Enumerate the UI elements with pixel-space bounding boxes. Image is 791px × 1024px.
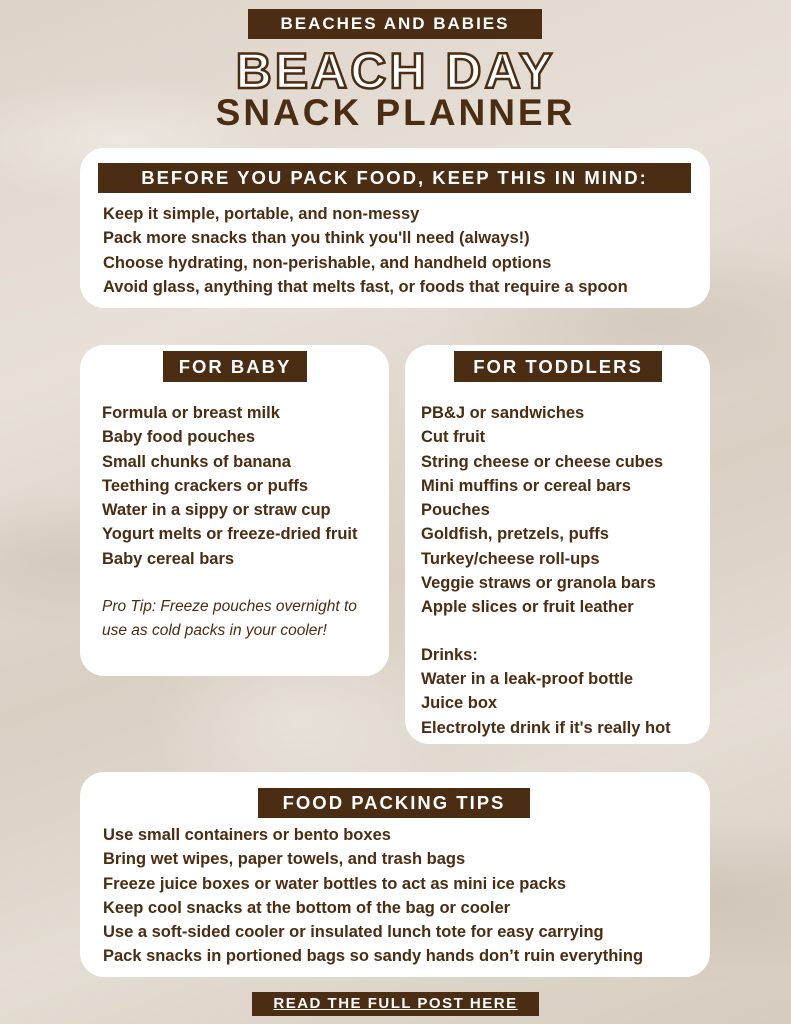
for-toddlers-list — [421, 401, 663, 620]
list-item: String cheese or cheese cubes — [421, 452, 664, 471]
list-item: Electrolyte drink if it's really hot — [421, 718, 671, 737]
list-item: Formula or breast milk — [102, 404, 280, 422]
list-item: Water in a leak-proof bottle — [421, 670, 634, 688]
list-item: Baby food pouches — [102, 428, 256, 447]
list-item: Use a soft-sided cooler or insulated lunch tote for easy carrying — [103, 923, 604, 942]
list-item: Pack more snacks than you think you'll need (always!) — [103, 229, 530, 248]
list-item: Small chunks of banana — [102, 452, 291, 471]
food-packing-tips-heading: FOOD PACKING TIPS — [258, 788, 530, 818]
list-item: Mini muffins or cereal bars — [421, 476, 631, 495]
for-baby-heading: FOR BABY — [163, 351, 307, 382]
list-item: Goldfish, pretzels, puffs — [421, 525, 609, 544]
list-item: Use small containers or bento boxes — [103, 826, 391, 844]
list-item: Avoid glass, anything that melts fast, or foods that require a spoon — [103, 277, 628, 296]
list-item: Keep it simple, portable, and non-messy — [103, 205, 420, 223]
brand-label: BEACHES AND BABIES — [248, 9, 542, 39]
food-packing-tips-card — [80, 772, 710, 977]
list-item: Yogurt melts or freeze-dried fruit — [102, 525, 358, 544]
keep-in-mind-card — [80, 148, 710, 308]
list-item: Juice box — [421, 694, 498, 713]
drinks-list — [421, 667, 671, 740]
keep-in-mind-list — [103, 202, 628, 299]
list-item: Freeze juice boxes or water bottles to act as mini ice packs — [103, 874, 567, 893]
list-item: Bring wet wipes, paper towels, and trash bags — [103, 850, 466, 869]
list-item: Turkey/cheese roll-ups — [421, 549, 600, 568]
for-baby-list — [102, 401, 357, 571]
list-item: Pack snacks in portioned bags so sandy hands don’t ruin everything — [103, 947, 644, 966]
drinks-heading: Drinks: — [421, 646, 478, 664]
list-item: Cut fruit — [421, 428, 486, 447]
list-item: Teething crackers or puffs — [102, 476, 309, 495]
list-item: Apple slices or fruit leather — [421, 598, 634, 617]
list-item: Veggie straws or granola bars — [421, 574, 656, 593]
list-item: Pouches — [421, 501, 490, 520]
list-item: Water in a sippy or straw cup — [102, 501, 331, 520]
for-baby-card — [80, 345, 389, 676]
title-snack-planner: SNACK PLANNER — [215, 92, 576, 133]
for-toddlers-card — [405, 345, 710, 744]
for-toddlers-heading: FOR TODDLERS — [454, 351, 662, 382]
keep-in-mind-heading: BEFORE YOU PACK FOOD, KEEP THIS IN MIND: — [98, 163, 691, 193]
list-item: Choose hydrating, non-perishable, and handheld options — [103, 253, 552, 272]
read-full-post-link[interactable]: READ THE FULL POST HERE — [252, 992, 539, 1016]
pro-tip: Pro Tip: Freeze pouches overnight to use as cold packs in your cooler! — [102, 598, 357, 640]
list-item: Keep cool snacks at the bottom of the bag or cooler — [103, 898, 511, 917]
title-beach-day: BEACH DAY — [235, 43, 556, 99]
food-packing-tips-list — [103, 823, 643, 969]
list-item: PB&J or sandwiches — [421, 404, 585, 422]
list-item: Baby cereal bars — [102, 549, 235, 568]
